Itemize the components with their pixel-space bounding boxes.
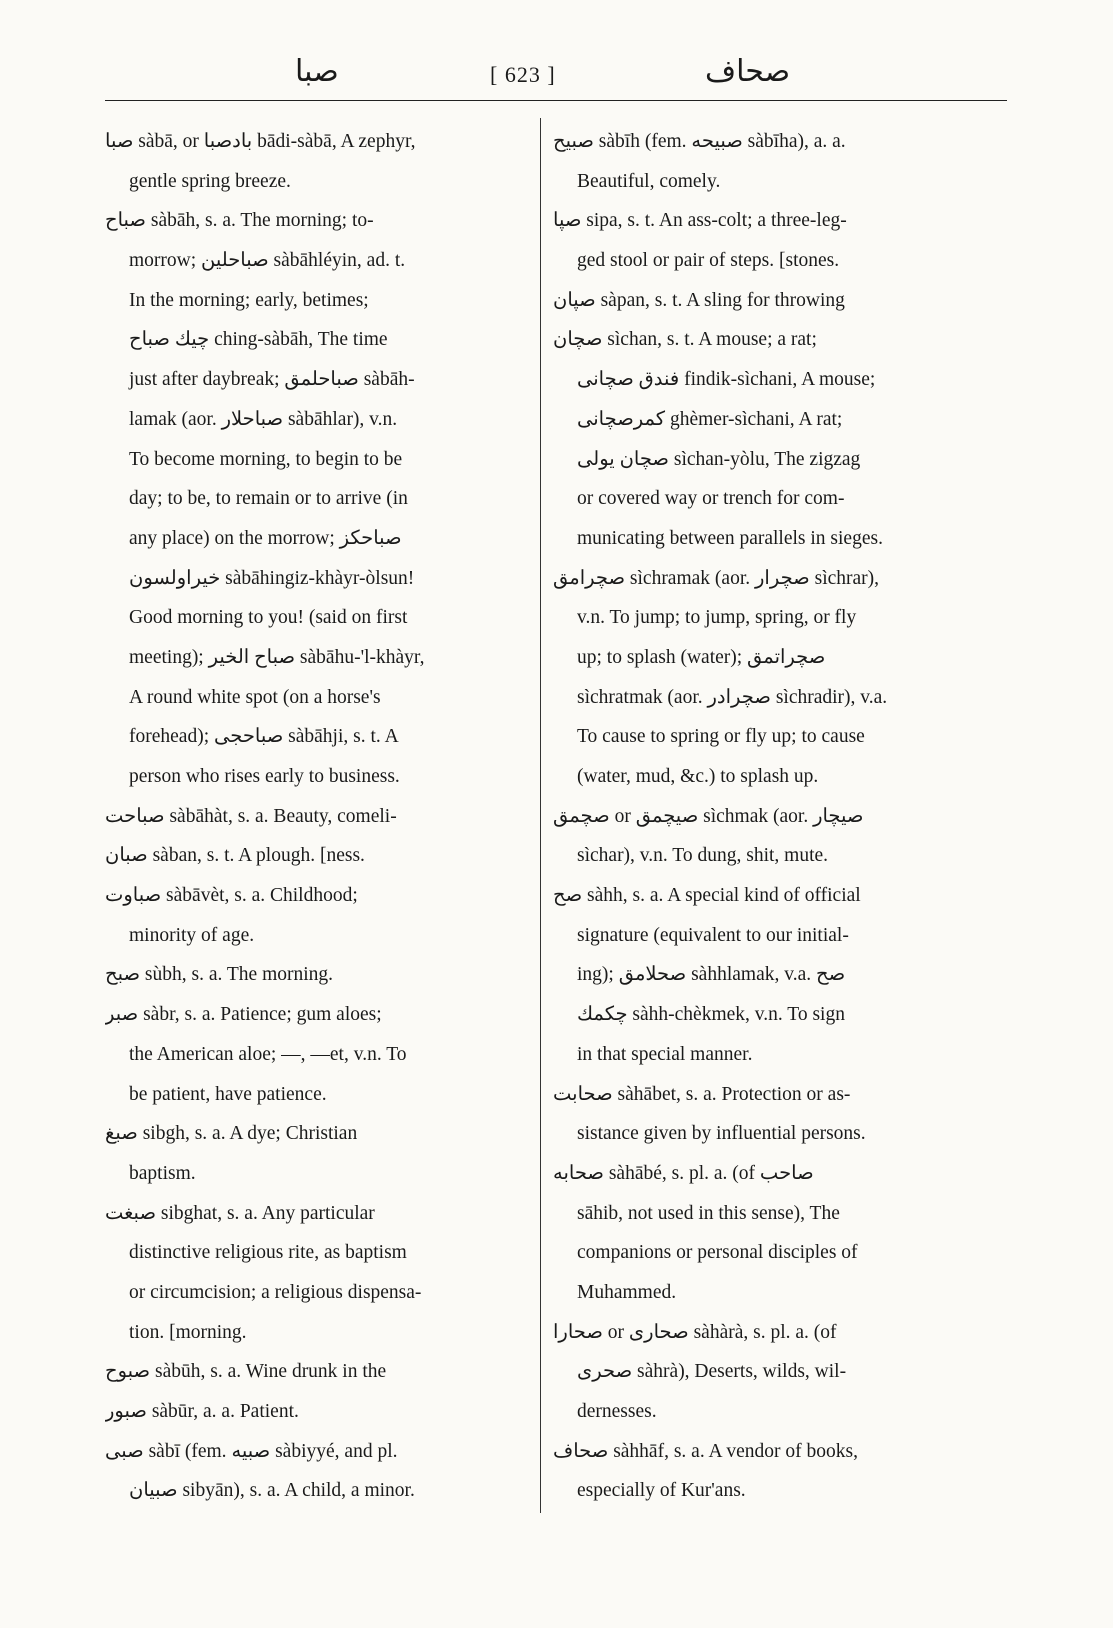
entry-line: or circumcision; a religious dispensa- xyxy=(129,1281,422,1303)
entry-line: day; to be, to remain or to arrive (in xyxy=(129,488,408,510)
entry-line: To become morning, to begin to be xyxy=(129,448,403,470)
page-header xyxy=(105,52,1007,100)
entry-line: signature (equivalent to our initial- xyxy=(577,924,849,946)
entry-headword-line: صح sàhh, s. a. A special kind of official xyxy=(553,885,861,907)
entry-line: gentle spring breeze. xyxy=(129,170,291,192)
left-column xyxy=(105,122,525,1511)
entry-headword-line: صحارا or صحارى sàhàrà, s. pl. a. (of xyxy=(553,1321,837,1343)
entry-headword-line: صبى sàbī (fem. صبيه sàbiyyé, and pl. xyxy=(105,1440,398,1462)
header-rule xyxy=(105,100,1007,101)
entry-line: distinctive religious rite, as baptism xyxy=(129,1242,407,1264)
entry-headword-line: صبر sàbr, s. a. Patience; gum aloes; xyxy=(105,1004,382,1026)
entry-headword-line: صچرامق sìchramak (aor. صچرار sìchrar), xyxy=(553,567,880,589)
entry-headword-line: صبور sàbūr, a. a. Patient. xyxy=(105,1401,299,1422)
entry-line: صبيان sibyān), s. a. A child, a minor. xyxy=(129,1480,415,1502)
entry-line: lamak (aor. صباحلار sàbāhlar), v.n. xyxy=(129,408,398,430)
entry-line: (water, mud, &c.) to splash up. xyxy=(577,766,819,787)
entry-headword-line: صحاف sàhhāf, s. a. A vendor of books, xyxy=(553,1440,858,1462)
entry-line: ing); صحلامق sàhhlamak, v.a. صح xyxy=(577,964,846,986)
entry-line: or covered way or trench for com- xyxy=(577,488,845,510)
entry-line: minority of age. xyxy=(129,924,255,946)
entry-headword-line: صپا sipa, s. t. An ass-colt; a three-leg- xyxy=(553,210,847,232)
entry-headword-line: صبغت sibghat, s. a. Any particular xyxy=(105,1202,375,1224)
entry-headword-line: صباح sàbāh, s. a. The morning; to- xyxy=(105,210,374,232)
header-left-arabic: صبا xyxy=(295,54,339,89)
entry-headword-line: صباوت sàbāvèt, s. a. Childhood; xyxy=(105,885,358,907)
entry-line: the American aloe; —, —et, v.n. To xyxy=(129,1043,407,1065)
entry-line: sìchar), v.n. To dung, shit, mute. xyxy=(577,845,829,867)
entry-line: چيك صباح ching-sàbāh, The time xyxy=(129,329,388,351)
page-number: [ 623 ] xyxy=(490,62,556,87)
entry-line: فندق صچانى findik-sìchani, A mouse; xyxy=(577,369,876,391)
entry-headword-line: صحابه sàhābé, s. pl. a. (of صاحب xyxy=(553,1162,814,1184)
right-column xyxy=(553,122,963,1511)
entry-line: In the morning; early, betimes; xyxy=(129,289,369,311)
entry-line: up; to splash (water); صچراتمق xyxy=(577,646,826,668)
entry-headword-line: صچمق or صيچمق sìchmak (aor. صيچار xyxy=(553,805,864,827)
entry-headword-line: صبوح sàbūh, s. a. Wine drunk in the xyxy=(105,1361,387,1383)
entry-line: Beautiful, comely. xyxy=(577,170,721,192)
header-right-arabic: صحاف xyxy=(705,54,791,89)
entry-headword-line: صپان sàpan, s. t. A sling for throwing xyxy=(553,289,845,311)
entry-line: tion. [morning. xyxy=(129,1321,247,1343)
entry-line: Muhammed. xyxy=(577,1281,677,1303)
entry-line: morrow; صباحلين sàbāhléyin, ad. t. xyxy=(129,250,406,272)
entry-line: especially of Kur'ans. xyxy=(577,1480,746,1502)
entry-headword-line: صبح sùbh, s. a. The morning. xyxy=(105,964,334,986)
entry-line: To cause to spring or fly up; to cause xyxy=(577,726,865,748)
entry-line: sistance given by influential persons. xyxy=(577,1123,866,1145)
entry-line: v.n. To jump; to jump, spring, or fly xyxy=(577,607,857,629)
entry-line: be patient, have patience. xyxy=(129,1083,327,1105)
entry-line: companions or personal disciples of xyxy=(577,1242,858,1264)
entry-headword-line: صحابت sàhābet, s. a. Protection or as- xyxy=(553,1083,851,1105)
entry-headword-line: صبغ sibgh, s. a. A dye; Christian xyxy=(105,1123,358,1145)
entry-line: dernesses. xyxy=(577,1401,657,1422)
entry-line: خيراولسون sàbāhingiz-khàyr-òlsun! xyxy=(129,567,415,589)
entry-headword-line: صبيح sàbīh (fem. صبيحه sàbīha), a. a. xyxy=(553,131,846,152)
entry-headword-line: صباحت sàbāhàt, s. a. Beauty, comeli- xyxy=(105,805,397,827)
entry-line: صحرى sàhrà), Deserts, wilds, wil- xyxy=(577,1361,847,1383)
entry-line: sìchratmak (aor. صچرادر sìchradir), v.a. xyxy=(577,686,888,708)
entry-line: كمرصچانى ghèmer-sìchani, A rat; xyxy=(577,408,843,430)
entry-line: person who rises early to business. xyxy=(129,766,400,787)
entry-line: ged stool or pair of steps. [stones. xyxy=(577,250,840,272)
entry-line: Good morning to you! (said on first xyxy=(129,607,408,629)
entry-line: meeting); صباح الخير sàbāhu-'l-khàyr, xyxy=(129,646,425,668)
entry-line: baptism. xyxy=(129,1162,196,1184)
entry-line: any place) on the morrow; صباحكز xyxy=(129,527,402,549)
entry-line: in that special manner. xyxy=(577,1043,753,1065)
entry-line: صچان يولى sìchan-yòlu, The zigzag xyxy=(577,448,861,470)
entry-line: sāhib, not used in this sense), The xyxy=(577,1202,840,1224)
entry-line: municating between parallels in sieges. xyxy=(577,527,883,549)
column-divider xyxy=(540,118,541,1513)
entry-line: A round white spot (on a horse's xyxy=(129,686,381,708)
entry-headword-line: صبان sàban, s. t. A plough. [ness. xyxy=(105,845,365,867)
entry-line: forehead); صباحجى sàbāhji, s. t. A xyxy=(129,726,399,748)
entry-headword-line: صبا sàbā, or بادصبا bādi-sàbā, A zephyr, xyxy=(105,131,416,152)
entry-line: just after daybreak; صباحلمق sàbāh- xyxy=(129,369,415,391)
entry-headword-line: صچان sìchan, s. t. A mouse; a rat; xyxy=(553,329,817,351)
entry-line: چكمك sàhh-chèkmek, v.n. To sign xyxy=(577,1004,845,1026)
